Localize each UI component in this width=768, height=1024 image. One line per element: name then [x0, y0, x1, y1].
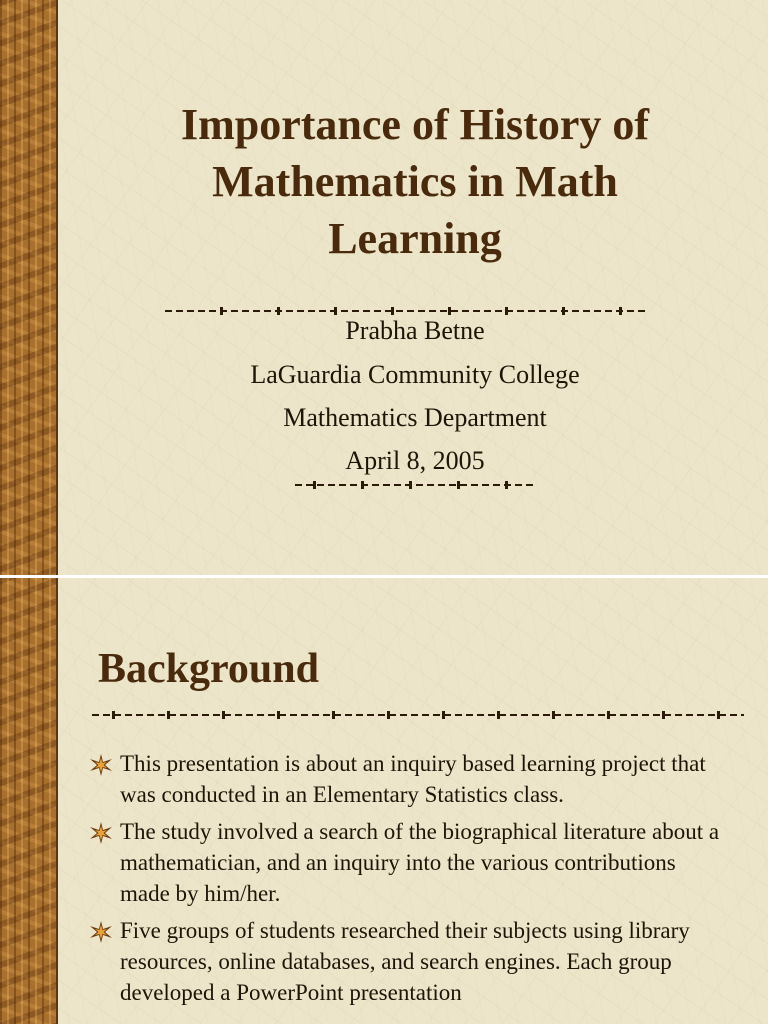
institution-name: LaGuardia Community College [250, 360, 580, 389]
star-burst-icon [90, 754, 112, 776]
bullet-text: Five groups of students researched their subjects using library resources, online databases, and search engines. Each group developed a PowerPoint presentation [120, 918, 690, 1005]
list-item [88, 915, 728, 1008]
bullet-text: This presentation is about an inquiry based learning project that was conducted in an Elementary Statistics class. [120, 751, 706, 807]
star-burst-icon [90, 822, 112, 844]
department-name: Mathematics Department [283, 403, 547, 432]
author-name: Prabha Betne [345, 316, 485, 345]
title-line-1: Importance of History of [180, 100, 649, 149]
bullet-text: The study involved a search of the biographical literature about a mathematician, and an inquiry into the various contributions made by him/her. [120, 819, 720, 906]
background-slide [0, 578, 768, 1024]
list-item [88, 748, 728, 810]
slide-heading: Background [98, 646, 319, 692]
title-line-3: Learning [328, 214, 502, 263]
wood-border-decoration [0, 578, 58, 1024]
top-divider [165, 310, 647, 312]
heading-divider [92, 714, 744, 716]
title-line-2: Mathematics in Math [212, 157, 618, 206]
star-burst-icon [90, 921, 112, 943]
wood-border-decoration [0, 0, 58, 575]
slide-title [120, 96, 710, 267]
presentation-date: April 8, 2005 [345, 446, 485, 475]
bullet-list [88, 748, 728, 1014]
bottom-divider [295, 484, 535, 486]
list-item [88, 816, 728, 909]
